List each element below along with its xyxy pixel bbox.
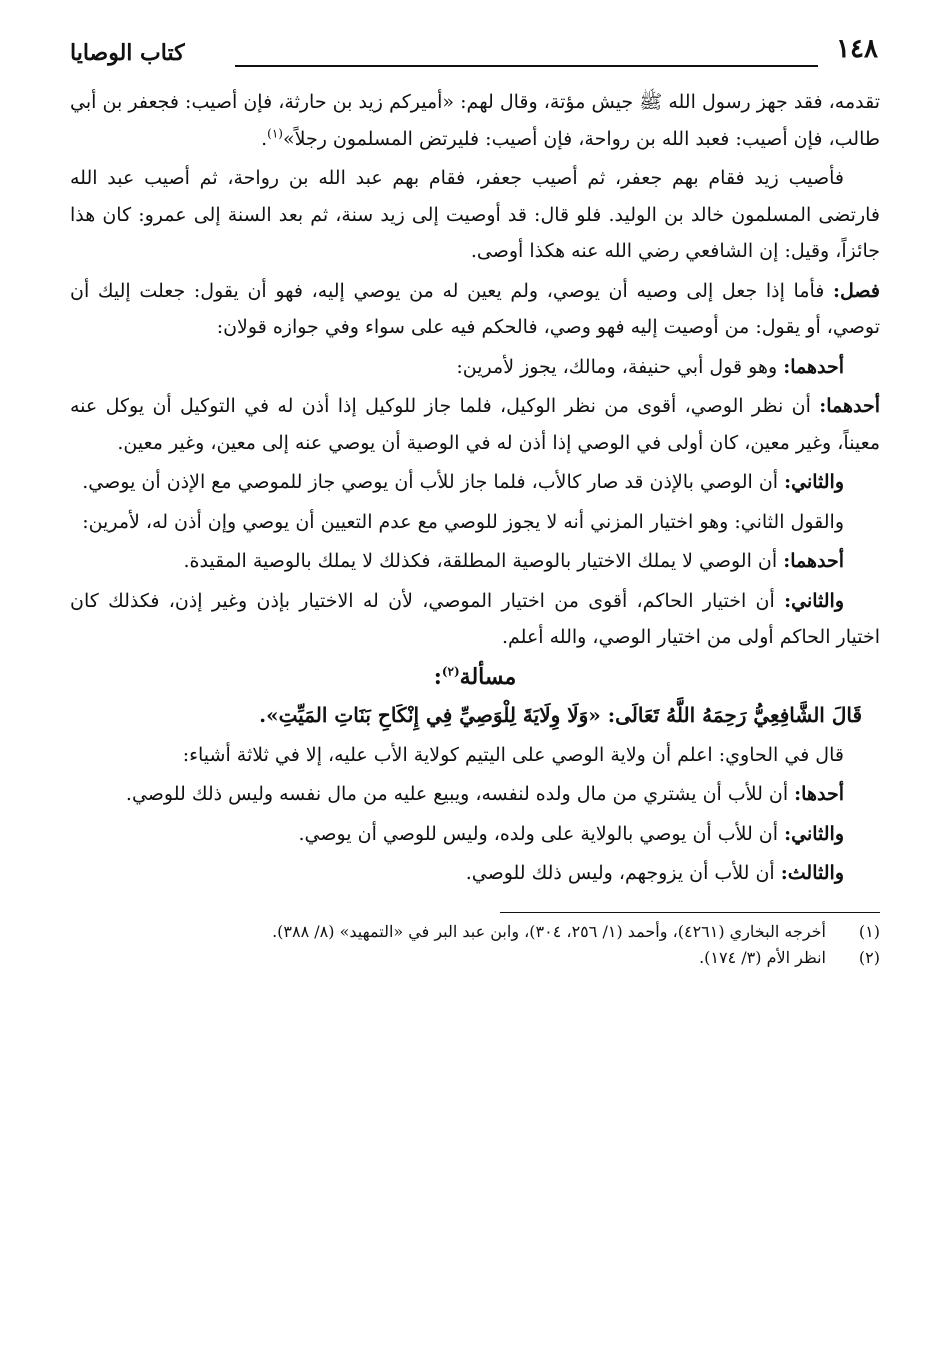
footnote-rule (500, 912, 880, 913)
section-term: والثاني: (784, 471, 844, 493)
paragraph: فأصيب زيد فقام بهم جعفر، ثم أصيب جعفر، فقام بهم عبد الله بن رواحة، ثم أصيب عبد الله فارتضى المسلمون خالد بن الوليد. فلو قال: قد أوصيت إلى زيد سنة، ثم بعد السنة إلى عمرو: كان هذا جائزاً، وقيل: إن الشافعي رضي الله عنه هكذا أوصى. (70, 167, 880, 262)
footnote-ref: (٢) (441, 664, 460, 679)
page (70, 30, 880, 971)
paragraph: والثاني: أن اختيار الحاكم، أقوى من اختيار الموصي، لأن له الاختيار بإذن وغير إذن، فكذلك كان اختيار الحاكم أولى من اختيار الوصي، والله أعلم. (70, 589, 880, 648)
paragraph: والثاني: أن للأب أن يوصي بالولاية على ولده، وليس للوصي أن يوصي. (298, 822, 844, 845)
page-header (70, 30, 880, 70)
footnote-ref: (١) (267, 126, 283, 141)
paragraph: والقول الثاني: وهو اختيار المزني أنه لا يجوز للوصي مع عدم التعيين أن يوصي وإن أذن له، لأمرين: (82, 510, 844, 533)
footnote-number: (١) (858, 921, 880, 941)
footnotes (70, 919, 880, 971)
paragraph: أحدهما: وهو قول أبي حنيفة، ومالك، يجوز لأمرين: (456, 355, 844, 378)
footnote (70, 919, 880, 945)
main-text (70, 84, 880, 892)
section-term: والثالث: (780, 862, 844, 884)
header-rule (235, 65, 818, 67)
section-term: والثاني: (784, 822, 844, 845)
shafii-quote: قَالَ الشَّافِعِيُّ رَحِمَهُ اللَّهُ تَعَالَى: «وَلَا وِلَايَةَ لِلْوَصِيِّ فِي إِنْكَاحِ بَنَاتِ المَيِّتِ». (259, 703, 862, 727)
masala-heading: مسألة$^{(٢)}$: (433, 663, 517, 690)
paragraph: والثالث: أن للأب أن يزوجهم، وليس ذلك للوصي. (465, 862, 844, 884)
footnote (70, 945, 880, 971)
paragraph: فصل: فأما إذا جعل إلى وصيه أن يوصي، ولم يعين له من يوصي إليه، فهو أن يقول: جعلت إليك أن توصي، أو يقول: من أوصيت إليه فهو وصي، فالحكم فيه على سواء وفي جوازه قولان: (70, 279, 880, 338)
section-term: والثاني: (784, 589, 844, 612)
section-term: أحدهما: (819, 395, 880, 417)
section-term: فصل: (833, 279, 880, 302)
section-term: أحدهما: (783, 550, 844, 572)
footnote-text: انظر الأم (٣/ ١٧٤). (699, 947, 826, 967)
page-number: ١٤٨ (836, 34, 878, 64)
book-title: كتاب الوصايا (70, 40, 185, 66)
section-term: أحدهما: (783, 355, 844, 378)
paragraph: أحدهما: أن نظر الوصي، أقوى من نظر الوكيل، فلما جاز للوكيل إذا أذن له في التوكيل أن يوكل عنه معيناً، وغير معين، كان أولى في الوصي إذا أذن له في الوصية أن يوصي عنه إلى معين، وغير معين. (70, 395, 880, 454)
footnote-text: أخرجه البخاري (٤٢٦١)، وأحمد (١/ ٢٥٦، ٣٠٤)، وابن عبد البر في «التمهيد» (٨/ ٣٨٨). (272, 921, 826, 941)
paragraph: تقدمه، فقد جهز رسول الله ﷺ جيش مؤتة، وقال لهم: «أميركم زيد بن حارثة، فإن أصيب: فجعفر بن أبي طالب، فإن أصيب: فعبد الله بن رواحة، فإن أصيب: فليرتض المسلمون رجلاً»$^{(١)}$. (70, 91, 880, 150)
section-term: أحدها: (794, 783, 844, 805)
paragraph: أحدها: أن للأب أن يشتري من مال ولده لنفسه، ويبيع عليه من مال نفسه وليس ذلك للوصي. (125, 783, 844, 805)
footnote-number: (٢) (858, 947, 880, 967)
paragraph: قال في الحاوي: اعلم أن ولاية الوصي على اليتيم كولاية الأب عليه، إلا في ثلاثة أشياء: (182, 743, 844, 766)
paragraph: أحدهما: أن الوصي لا يملك الاختيار بالوصية المطلقة، فكذلك لا يملك بالوصية المقيدة. (183, 550, 844, 572)
paragraph: والثاني: أن الوصي بالإذن قد صار كالأب، فلما جاز للأب أن يوصي جاز للموصي مع الإذن أن يوصي. (82, 471, 844, 493)
